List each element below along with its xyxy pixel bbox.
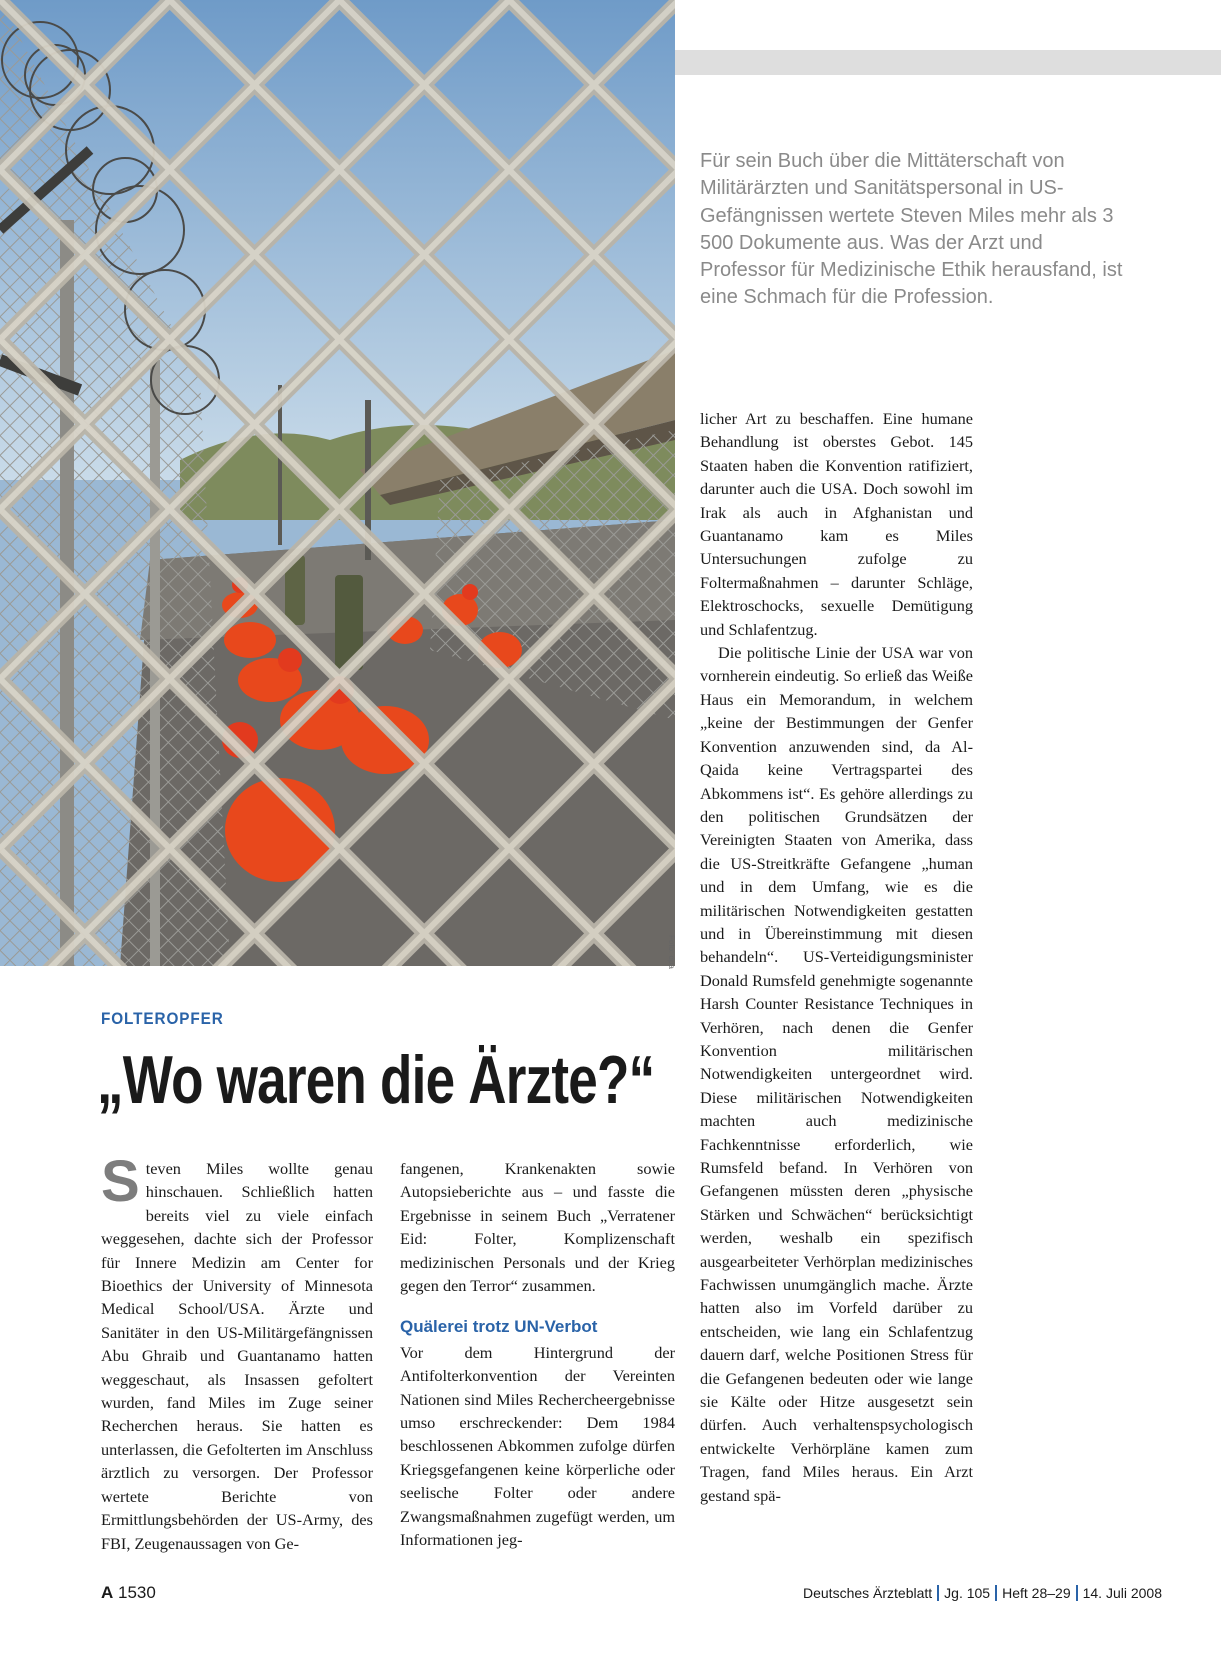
page-number-value: 1530 <box>118 1583 156 1602</box>
footer-separator <box>995 1585 997 1601</box>
col3-paragraph-1: licher Art zu beschaffen. Eine humane Behandlung ist oberstes Gebot. 145 Staaten haben die Konvention ratifiziert, darunter auch die USA. Doch sowohl im Irak als auch in Afghanistan und Guantanamo kam es Miles Untersuchungen zufolge zu Foltermaßnahmen – darunter Schläge, Elektroschocks, sexuelle Demütigung und Schlafentzug. <box>700 409 973 639</box>
page-prefix: A <box>101 1583 114 1602</box>
dropcap: S <box>101 1149 140 1214</box>
col2-paragraph-1: fangenen, Krankenakten sowie Autopsieberichte aus – und fasste die Ergebnisse in seinem Buch „Verratener Eid: Folter, Komplizenschaft medizinischen Personals und der Krieg gegen den Terror“ zusammen. <box>400 1159 675 1296</box>
column-1 <box>101 1149 373 1555</box>
footer-citation <box>803 1585 1163 1601</box>
footer-separator <box>1076 1585 1078 1601</box>
detainees-behind-fence-photo <box>0 0 675 966</box>
col2-paragraph-2: Vor dem Hintergrund der Antifolterkonvention der Vereinten Nationen sind Miles Rechercheergebnisse umso erschreckender: Dem 1984 beschlossenen Abkommen zufolge dürfen Kriegsgefangenen keine körperliche oder seelische Folter oder andere Zwangsmaßnahmen zugefügt werden, um Informationen jeg- <box>400 1342 675 1550</box>
subheading: Quälerei trotz UN-Verbot <box>400 1317 598 1337</box>
header-bar <box>675 50 1221 75</box>
column-2 <box>400 1157 675 1552</box>
col1-paragraph <box>101 1149 373 1555</box>
journal-name: Deutsches Ärzteblatt <box>803 1585 933 1601</box>
headline: „Wo waren die Ärzte?“ <box>97 1042 655 1118</box>
col1-text: teven Miles wollte genau hinschauen. Schließlich hatten bereits viel zu viele einfach weggesehen, dachte sich der Professor für Innere Medizin am Center for Bioethics der University of Minnesota Medical School/USA. Ärzte und Sanitäter in den US-Militärgefängnissen Abu Ghraib und Guantanamo hatten weggeschaut, als Insassen gefoltert wurden, fand Miles im Zuge seiner Recherchen heraus. Sie hatten es unterlassen, die Gefolterten im Anschluss ärztlich zu versorgen. Der Professor wertete Berichte von Ermittlungsbehörden der US-Army, des FBI, Zeugenaussagen von Ge- <box>101 1159 373 1553</box>
column-3 <box>700 407 973 1507</box>
kicker: FOLTEROPFER <box>101 1009 224 1028</box>
journal-issue: Heft 28–29 <box>1002 1585 1071 1601</box>
page-number <box>101 1583 156 1603</box>
col3-paragraph-2: Die politische Linie der USA war von vornherein eindeutig. So erließ das Weiße Haus ein Memorandum, in welchem „keine der Bestimmungen der Genfer Konvention anzuwenden sind, da Al-Qaida keine Vertragspartei des Abkommens ist“. Es gehöre allerdings zu den politischen Grundsätzen der Vereinigten Staaten von Amerika, dass die US-Streitkräfte Gefangene „human und in dem Umfang, wie es die militärischen Notwendigkeiten gestatten und in Übereinstimmung mit diesen behandeln“. US-Verteidigungsminister Donald Rumsfeld genehmigte sogenannte Harsh Counter Resistance Techniques in Verhören, nach denen die Genfer Konvention militärischen Notwendigkeiten untergeordnet wird. Diese militärischen Notwendigkeiten machten auch medizinische Fachkenntnisse erforderlich, wie Rumsfeld befand. In Verhören von Gefangenen müssten deren „physische Stärken und Schwächen“ berücksichtigt werden, weshalb ein spezifisch ausgearbeiteter Verhörplan medizinisches Fachwissen unumgänglich mache. Ärzte hatten also im Vorfeld darüber zu entscheiden, wie lang ein Schlafentzug dauern darf, welche Positionen Stress für die Gefangenen bedeuten oder wie lange sie Kälte oder Hitze ausgesetzt sein dürfen. Auch verhaltenspsychologisch entwickelte Verhörpläne kamen zum Tragen, fand Miles heraus. Ein Arzt gestand spä- <box>700 643 973 1505</box>
journal-date: 14. Juli 2008 <box>1082 1585 1163 1601</box>
article-photo <box>0 0 675 966</box>
lead-paragraph: Für sein Buch über die Mittäterschaft von Militärärzten und Sanitätspersonal in US-Gefängnissen wertete Steven Miles mehr als 3 500 Dokumente aus. Was der Arzt und Professor für Medizinische Ethik herausfand, ist eine Schmach für die Profession. <box>700 150 1123 309</box>
journal-volume: Jg. 105 <box>944 1585 991 1601</box>
footer-separator <box>937 1585 939 1601</box>
photo-credit: Foto: dpa <box>667 935 676 969</box>
